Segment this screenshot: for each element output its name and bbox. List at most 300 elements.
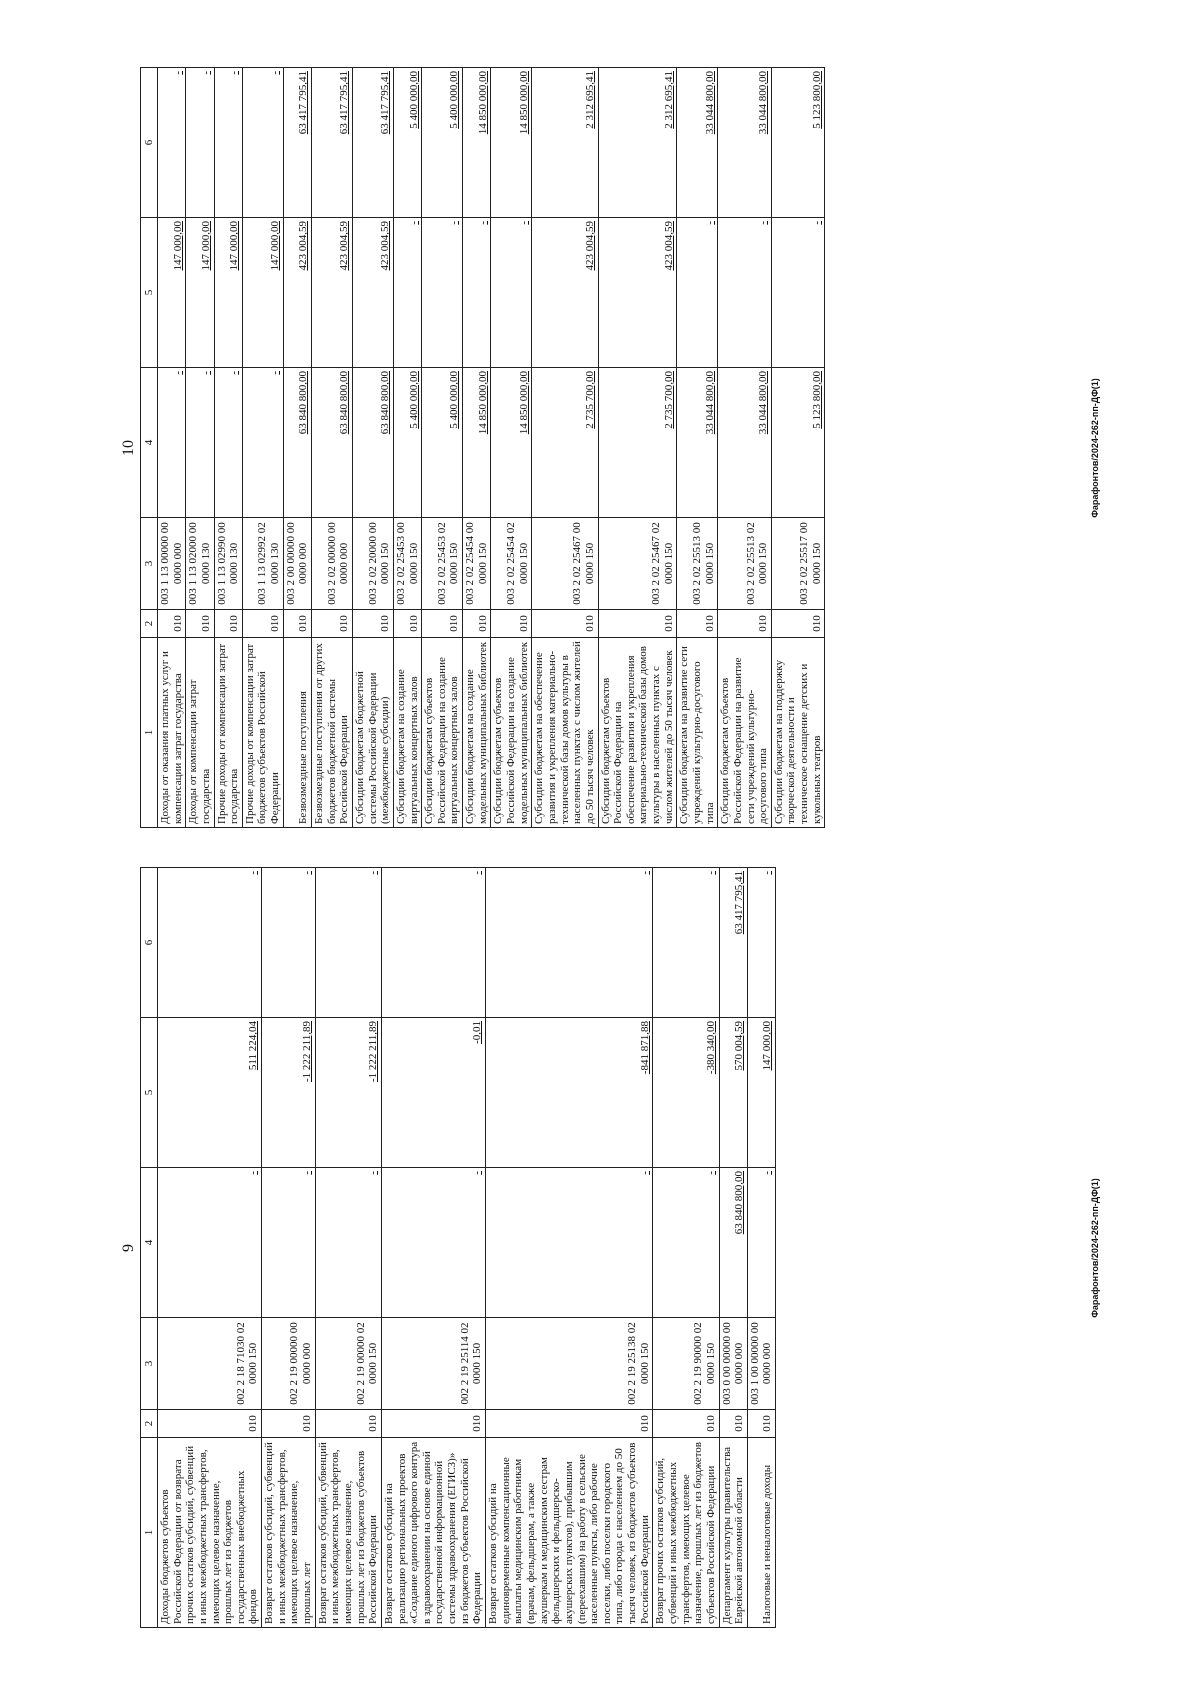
row-code-cell-text: 010	[662, 615, 675, 632]
row-name-cell-text: Возврат остатков субсидий, субвенций и иных межбюджетных трансфертов, имеющих целевое назначение, прошлых лет из бюджетов субъектов Российской Федерации	[316, 1442, 380, 1624]
approved-amount-cell	[158, 368, 186, 518]
executed-amount-cell	[747, 1018, 775, 1168]
approved-amount-cell	[463, 368, 491, 518]
row-code-cell-text: 010	[638, 1415, 651, 1432]
approved-amount-cell-text: -	[761, 1171, 774, 1175]
budget-code-cell	[381, 1318, 485, 1410]
table-row	[718, 68, 772, 828]
budget-code-cell	[677, 518, 718, 610]
approved-amount-cell	[315, 1168, 381, 1318]
table-body	[158, 868, 776, 1628]
row-name-cell	[312, 638, 353, 828]
difference-amount-cell	[653, 868, 719, 1018]
approved-amount-cell	[214, 368, 242, 518]
executed-amount-cell	[532, 218, 598, 368]
budget-code-cell	[653, 1318, 719, 1410]
row-name-cell	[214, 638, 242, 828]
column-header: 1	[141, 1438, 158, 1628]
row-code-cell-text: 010	[757, 615, 770, 632]
approved-amount-cell-text: 5 123 800,00	[810, 371, 823, 429]
row-code-cell	[262, 1410, 316, 1438]
row-name-cell	[491, 638, 532, 828]
difference-amount-cell-text: -	[171, 71, 184, 75]
row-name-cell	[262, 1438, 316, 1628]
row-name-cell-text: Субсидии бюджетам субъектов Российской Федерации на обеспечение развития и укрепления материально-технической базы домов культуры в населенных пунктах с числом жителей до 50 тысяч человек	[599, 646, 675, 824]
column-header: 6	[141, 68, 158, 218]
row-name-cell-text: Безвозмездные поступления от других бюджетов бюджетной системы Российской Федерации	[313, 643, 351, 824]
page-number: 10	[120, 440, 137, 456]
table-row	[158, 68, 186, 828]
row-name-cell	[598, 638, 677, 828]
budget-code-cell	[598, 518, 677, 610]
budget-code-cell-text: 002 2 19 25138 02 0000 150	[626, 1322, 651, 1405]
executed-amount-cell	[393, 218, 421, 368]
row-code-cell	[463, 610, 491, 638]
table-header-row	[141, 68, 158, 828]
budget-code-cell-text: 003 1 13 02990 00 0000 130	[215, 522, 241, 605]
executed-amount-cell-text: -	[757, 221, 770, 225]
difference-amount-cell	[186, 68, 214, 218]
column-header: 2	[141, 610, 158, 638]
row-name-cell-text: Субсидии бюджетам на создание виртуальных концертных залов	[394, 669, 420, 824]
approved-amount-cell-text: 5 400 000,00	[407, 371, 420, 429]
budget-code-cell	[158, 518, 186, 610]
table-row	[381, 868, 485, 1628]
approved-amount-cell-text: 33 044 800,00	[703, 371, 716, 435]
budget-code-cell-text: 003 1 00 00000 00 0000 000	[748, 1322, 774, 1405]
executed-amount-cell-text: 423 004,59	[583, 221, 596, 271]
approved-amount-cell-text: 14 850 000,00	[517, 371, 530, 435]
budget-code-cell-text: 003 0 00 00000 00 0000 000	[720, 1322, 746, 1405]
budget-code-cell	[262, 1318, 316, 1410]
executed-amount-cell	[463, 218, 491, 368]
table-row	[747, 868, 775, 1628]
approved-amount-cell-text: 63 840 800,00	[733, 1171, 746, 1235]
executed-amount-cell	[486, 1018, 653, 1168]
row-code-cell	[491, 610, 532, 638]
table-row	[653, 868, 719, 1628]
table-row	[422, 68, 463, 828]
row-name-cell	[158, 1438, 262, 1628]
row-name-cell-text: Субсидии бюджетам на обеспечение развития и укрепления материально-технической базы домов культуры в населенных пунктах с числом жителей до 50 тысяч человек	[533, 641, 596, 824]
difference-amount-cell	[393, 68, 421, 218]
table-row	[598, 68, 677, 828]
approved-amount-cell	[381, 1168, 485, 1318]
approved-amount-cell	[719, 1168, 747, 1318]
row-code-cell	[186, 610, 214, 638]
difference-amount-cell	[719, 868, 747, 1018]
row-name-cell	[463, 638, 491, 828]
budget-code-cell-text: 002 2 19 90000 02 0000 150	[692, 1322, 717, 1405]
approved-amount-cell	[312, 368, 353, 518]
row-name-cell-text: Доходы от оказания платных услуг и компенсации затрат государства	[159, 651, 184, 824]
table-row	[214, 68, 242, 828]
budget-code-cell	[186, 518, 214, 610]
row-code-cell	[393, 610, 421, 638]
difference-amount-cell-text: 63 417 795,41	[338, 71, 351, 135]
difference-amount-cell-text: 63 417 795,41	[379, 71, 392, 135]
difference-amount-cell	[381, 868, 485, 1018]
difference-amount-cell-text: 2 312 695,41	[583, 71, 596, 129]
table-row	[771, 68, 825, 828]
difference-amount-cell	[677, 68, 718, 218]
executed-amount-cell-text: -	[703, 221, 716, 225]
approved-amount-cell-text: 63 840 800,00	[379, 371, 392, 435]
page-9	[40, 848, 1160, 1648]
approved-amount-cell	[352, 368, 393, 518]
row-code-cell-text: 010	[338, 615, 351, 632]
executed-amount-cell-text: -1 222 211,89	[301, 1021, 314, 1083]
row-code-cell	[598, 610, 677, 638]
approved-amount-cell	[158, 1168, 262, 1318]
budget-code-cell-text: 003 2 02 25454 00 0000 150	[464, 522, 489, 605]
row-code-cell	[352, 610, 393, 638]
row-name-cell-text: Возврат остатков субсидий на реализацию региональных проектов «Создание единого цифрового контура в здравоохранении на основе единой государственной информационной системы здравоохранения (ЕГИСЗ)» из бюджетов субъектов Российской Федерации	[382, 1441, 484, 1624]
budget-code-cell-text: 003 2 02 25454 02 0000 150	[505, 522, 530, 605]
difference-amount-cell-text: 5 400 000,00	[448, 71, 461, 129]
executed-amount-cell-text: 570 004,59	[733, 1021, 746, 1071]
row-code-cell	[653, 1410, 719, 1438]
row-code-cell-text: 010	[301, 1415, 314, 1432]
budget-code-cell	[242, 518, 283, 610]
approved-amount-cell	[677, 368, 718, 518]
table-row	[393, 68, 421, 828]
document-footer: Фарафонтов/2024-262-пп-ДФ(1)	[1090, 1178, 1100, 1318]
row-code-cell	[771, 610, 825, 638]
table-row	[158, 868, 262, 1628]
row-code-cell	[315, 1410, 381, 1438]
approved-amount-cell-text: -	[199, 371, 212, 375]
row-code-cell-text: 010	[247, 1415, 260, 1432]
executed-amount-cell-text: -	[517, 221, 530, 225]
difference-amount-cell-text: 2 312 695,41	[662, 71, 675, 129]
revenue-table	[140, 867, 776, 1628]
difference-amount-cell-text: -	[247, 871, 260, 875]
column-header: 4	[141, 368, 158, 518]
executed-amount-cell	[598, 218, 677, 368]
executed-amount-cell	[771, 218, 825, 368]
difference-amount-cell-text: -	[367, 871, 380, 875]
row-name-cell-text: Доходы бюджетов субъектов Российской Федерации от возврата прочих остатков субсидий, субвенций и иных межбюджетных трансфертов, имеющих целевое назначение, прошлых лет из бюджетов государственных внебюджетных фондов	[159, 1445, 260, 1624]
row-code-cell	[242, 610, 283, 638]
approved-amount-cell	[283, 368, 311, 518]
budget-code-cell	[747, 1318, 775, 1410]
row-name-cell	[422, 638, 463, 828]
row-name-cell	[532, 638, 598, 828]
row-code-cell	[718, 610, 772, 638]
budget-code-cell	[422, 518, 463, 610]
row-code-cell-text: 010	[733, 1415, 746, 1432]
approved-amount-cell-text: 2 735 700,00	[662, 371, 675, 429]
table-row	[312, 68, 353, 828]
executed-amount-cell-text: 423 004,59	[662, 221, 675, 271]
table-row	[283, 68, 311, 828]
difference-amount-cell-text: 5 400 000,00	[407, 71, 420, 129]
approved-amount-cell-text: 2 735 700,00	[583, 371, 596, 429]
approved-amount-cell-text: 14 850 000,00	[476, 371, 489, 435]
approved-amount-cell-text: -	[269, 371, 282, 375]
executed-amount-cell-text: -	[810, 221, 823, 225]
difference-amount-cell-text: 63 417 795,41	[733, 871, 746, 935]
difference-amount-cell	[262, 868, 316, 1018]
row-name-cell-text: Департамент культуры правительства Еврейской автономной области	[720, 1446, 746, 1624]
row-name-cell-text: Налоговые и неналоговые доходы	[761, 1464, 774, 1624]
approved-amount-cell	[486, 1168, 653, 1318]
difference-amount-cell	[598, 68, 677, 218]
table-row	[532, 68, 598, 828]
budget-code-cell	[283, 518, 311, 610]
approved-amount-cell-text: -	[704, 1171, 717, 1175]
difference-amount-cell-text: 33 044 800,00	[757, 71, 770, 135]
approved-amount-cell-text: 5 400 000,00	[448, 371, 461, 429]
page-10	[40, 48, 1160, 848]
difference-amount-cell	[315, 868, 381, 1018]
budget-code-cell-text: 003 1 13 02000 00 0000 130	[187, 522, 212, 605]
table-row	[352, 68, 393, 828]
executed-amount-cell	[677, 218, 718, 368]
row-code-cell-text: 010	[703, 615, 716, 632]
approved-amount-cell	[242, 368, 283, 518]
approved-amount-cell-text: -	[638, 1171, 651, 1175]
difference-amount-cell-text: -	[301, 871, 314, 875]
row-code-cell-text: 010	[407, 615, 420, 632]
approved-amount-cell-text: 33 044 800,00	[757, 371, 770, 435]
budget-code-cell	[312, 518, 353, 610]
executed-amount-cell-text: -380 340,00	[704, 1021, 717, 1075]
approved-amount-cell	[186, 368, 214, 518]
row-name-cell	[352, 638, 393, 828]
row-name-cell	[283, 638, 311, 828]
row-name-cell-text: Прочие доходы от компенсации затрат государства	[215, 643, 241, 824]
budget-code-cell-text: 003 2 02 25453 02 0000 150	[435, 522, 461, 605]
row-code-cell	[677, 610, 718, 638]
difference-amount-cell-text: -	[199, 71, 212, 75]
row-code-cell	[532, 610, 598, 638]
executed-amount-cell-text: -0,01	[471, 1021, 484, 1044]
executed-amount-cell	[283, 218, 311, 368]
approved-amount-cell-text: -	[171, 371, 184, 375]
column-header: 4	[141, 1168, 158, 1318]
row-code-cell	[422, 610, 463, 638]
row-code-cell-text: 010	[476, 615, 489, 632]
approved-amount-cell	[491, 368, 532, 518]
difference-amount-cell-text: 33 044 800,00	[703, 71, 716, 135]
executed-amount-cell-text: 423 004,59	[297, 221, 310, 271]
executed-amount-cell	[186, 218, 214, 368]
difference-amount-cell	[486, 868, 653, 1018]
difference-amount-cell-text: -	[704, 871, 717, 875]
row-name-cell	[186, 638, 214, 828]
table-row	[262, 868, 316, 1628]
approved-amount-cell	[262, 1168, 316, 1318]
executed-amount-cell	[381, 1018, 485, 1168]
difference-amount-cell	[242, 68, 283, 218]
row-name-cell-text: Субсидии бюджетам на поддержку творческой деятельности и техническое оснащение детских и кукольных театров	[772, 659, 823, 824]
approved-amount-cell	[747, 1168, 775, 1318]
approved-amount-cell-text: -	[228, 371, 241, 375]
row-name-cell	[393, 638, 421, 828]
executed-amount-cell-text: -	[407, 221, 420, 225]
row-name-cell	[719, 1438, 747, 1628]
approved-amount-cell	[393, 368, 421, 518]
budget-code-cell-text: 003 2 02 25467 00 0000 150	[571, 522, 596, 605]
row-name-cell	[486, 1438, 653, 1628]
executed-amount-cell-text: 147 000,00	[171, 221, 184, 271]
table-row	[186, 68, 214, 828]
executed-amount-cell-text: -	[476, 221, 489, 225]
row-name-cell	[677, 638, 718, 828]
document-footer: Фарафонтов/2024-262-пп-ДФ(1)	[1090, 378, 1100, 518]
table-row	[463, 68, 491, 828]
budget-code-cell-text: 002 2 19 00000 02 0000 150	[354, 1322, 380, 1405]
budget-code-cell-text: 003 2 02 25513 00 0000 150	[690, 522, 716, 605]
row-code-cell-text: 010	[583, 615, 596, 632]
row-code-cell	[312, 610, 353, 638]
executed-amount-cell-text: -841 871,88	[638, 1021, 651, 1075]
row-code-cell-text: 010	[448, 615, 461, 632]
row-code-cell	[381, 1410, 485, 1438]
row-name-cell-text: Возврат остатков субсидий, субвенций и иных межбюджетных трансфертов, имеющих целевое назначение, прошлых лет	[263, 1442, 314, 1624]
approved-amount-cell	[422, 368, 463, 518]
executed-amount-cell	[422, 218, 463, 368]
row-name-cell-text: Субсидии бюджетам бюджетной системы Российской Федерации (межбюджетные субсидии)	[353, 671, 392, 824]
difference-amount-cell-text: -	[471, 871, 484, 875]
budget-code-cell	[771, 518, 825, 610]
column-header: 1	[141, 638, 158, 828]
difference-amount-cell-text: 14 850 000,00	[517, 71, 530, 135]
budget-code-cell-text: 002 2 18 71030 02 0000 150	[234, 1322, 260, 1405]
table-row	[491, 68, 532, 828]
executed-amount-cell	[718, 218, 772, 368]
budget-code-cell	[491, 518, 532, 610]
difference-amount-cell	[422, 68, 463, 218]
executed-amount-cell-text: 423 004,59	[338, 221, 351, 271]
executed-amount-cell-text: 511 224,04	[247, 1021, 260, 1071]
row-name-cell	[747, 1438, 775, 1628]
approved-amount-cell	[598, 368, 677, 518]
row-code-cell-text: 010	[704, 1415, 717, 1432]
difference-amount-cell	[283, 68, 311, 218]
row-name-cell-text: Прочие доходы от компенсации затрат бюджетов субъектов Российской Федерации	[243, 643, 282, 824]
row-code-cell-text: 010	[379, 615, 392, 632]
executed-amount-cell	[352, 218, 393, 368]
executed-amount-cell-text: -1 222 211,89	[367, 1021, 380, 1083]
row-code-cell	[214, 610, 242, 638]
budget-code-cell-text: 003 2 02 25517 00 0000 150	[798, 522, 823, 605]
budget-code-cell	[158, 1318, 262, 1410]
difference-amount-cell-text: -	[228, 71, 241, 75]
row-name-cell	[718, 638, 772, 828]
table-row	[677, 68, 718, 828]
approved-amount-cell	[653, 1168, 719, 1318]
row-name-cell	[158, 638, 186, 828]
budget-code-cell	[719, 1318, 747, 1410]
difference-amount-cell-text: 14 850 000,00	[476, 71, 489, 135]
difference-amount-cell	[352, 68, 393, 218]
executed-amount-cell-text: 147 000,00	[761, 1021, 774, 1071]
column-header: 3	[141, 1318, 158, 1410]
row-code-cell	[158, 1410, 262, 1438]
approved-amount-cell-text: 63 840 800,00	[338, 371, 351, 435]
executed-amount-cell	[158, 218, 186, 368]
executed-amount-cell	[653, 1018, 719, 1168]
row-code-cell	[719, 1410, 747, 1438]
revenue-table	[140, 67, 825, 828]
column-header: 5	[141, 1018, 158, 1168]
column-header: 2	[141, 1410, 158, 1438]
executed-amount-cell-text: 423 004,59	[379, 221, 392, 271]
row-name-cell	[653, 1438, 719, 1628]
row-name-cell-text: Безвозмездные поступления	[297, 691, 310, 824]
budget-code-cell	[486, 1318, 653, 1410]
budget-code-cell-text: 003 2 02 25513 02 0000 150	[744, 522, 770, 605]
difference-amount-cell	[532, 68, 598, 218]
budget-code-cell-text: 003 1 13 02992 02 0000 130	[256, 522, 282, 605]
budget-code-cell-text: 003 2 02 25467 02 0000 150	[650, 522, 675, 605]
approved-amount-cell	[771, 368, 825, 518]
page-number: 9	[120, 1244, 137, 1252]
row-code-cell-text: 010	[199, 615, 212, 632]
row-code-cell-text: 010	[228, 615, 241, 632]
executed-amount-cell	[214, 218, 242, 368]
approved-amount-cell-text: -	[367, 1171, 380, 1175]
row-name-cell-text: Возврат прочих остатков субсидий, субвенций и иных межбюджетных трансфертов, имеющих целевое назначение, прошлых лет из бюджетов субъектов Российской Федерации	[654, 1442, 717, 1624]
difference-amount-cell	[771, 68, 825, 218]
executed-amount-cell-text: 147 000,00	[269, 221, 282, 271]
row-name-cell-text: Субсидии бюджетам на развитие сети учреждений культурно-досугового типа	[678, 646, 716, 824]
budget-code-cell-text: 003 2 02 20000 00 0000 150	[366, 522, 392, 605]
approved-amount-cell-text: -	[471, 1171, 484, 1175]
difference-amount-cell-text: -	[638, 871, 651, 875]
rotated-spread	[40, 48, 1160, 1648]
budget-code-cell	[393, 518, 421, 610]
row-code-cell-text: 010	[761, 1415, 774, 1432]
row-name-cell	[242, 638, 283, 828]
executed-amount-cell	[312, 218, 353, 368]
difference-amount-cell-text: 63 417 795,41	[297, 71, 310, 135]
table-row	[486, 868, 653, 1628]
approved-amount-cell-text: 63 840 800,00	[297, 371, 310, 435]
approved-amount-cell-text: -	[301, 1171, 314, 1175]
budget-code-cell-text: 003 2 02 25453 00 0000 150	[394, 522, 420, 605]
row-code-cell-text: 010	[471, 1415, 484, 1432]
budget-code-cell-text: 003 2 02 00000 00 0000 000	[325, 522, 351, 605]
table-row	[719, 868, 747, 1628]
table-row	[315, 868, 381, 1628]
row-name-cell-text: Субсидии бюджетам на создание модельных муниципальных библиотек	[464, 641, 489, 824]
row-name-cell	[381, 1438, 485, 1628]
executed-amount-cell	[158, 1018, 262, 1168]
executed-amount-cell	[491, 218, 532, 368]
difference-amount-cell	[747, 868, 775, 1018]
row-code-cell-text: 010	[367, 1415, 380, 1432]
row-code-cell	[747, 1410, 775, 1438]
difference-amount-cell	[718, 68, 772, 218]
approved-amount-cell	[718, 368, 772, 518]
budget-code-cell-text: 002 2 19 25114 02 0000 150	[458, 1322, 484, 1405]
executed-amount-cell	[315, 1018, 381, 1168]
table-header-row	[141, 868, 158, 1628]
row-name-cell-text: Субсидии бюджетам субъектов Российской Федерации на создание модельных муниципальных библиотек	[492, 641, 530, 824]
executed-amount-cell-text: 147 000,00	[199, 221, 212, 271]
row-code-cell-text: 010	[297, 615, 310, 632]
row-name-cell	[771, 638, 825, 828]
row-name-cell-text: Возврат остатков субсидий на единовременные компенсационные выплаты медицинским работникам (врачам, фельдшерам, а также акушеркам и медицинским сестрам фельдшерских и фельдшерско-акушерских пунктов), прибывшим (переехавшим) на работу в сельские населенные пункты, либо рабочие поселки, либо поселки городского типа, либо города с населением до 50 тысяч человек, из бюджетов субъектов Российской Федерации	[487, 1442, 651, 1624]
row-code-cell	[283, 610, 311, 638]
table-body	[158, 68, 825, 828]
difference-amount-cell	[158, 68, 186, 218]
row-code-cell-text: 010	[517, 615, 530, 632]
